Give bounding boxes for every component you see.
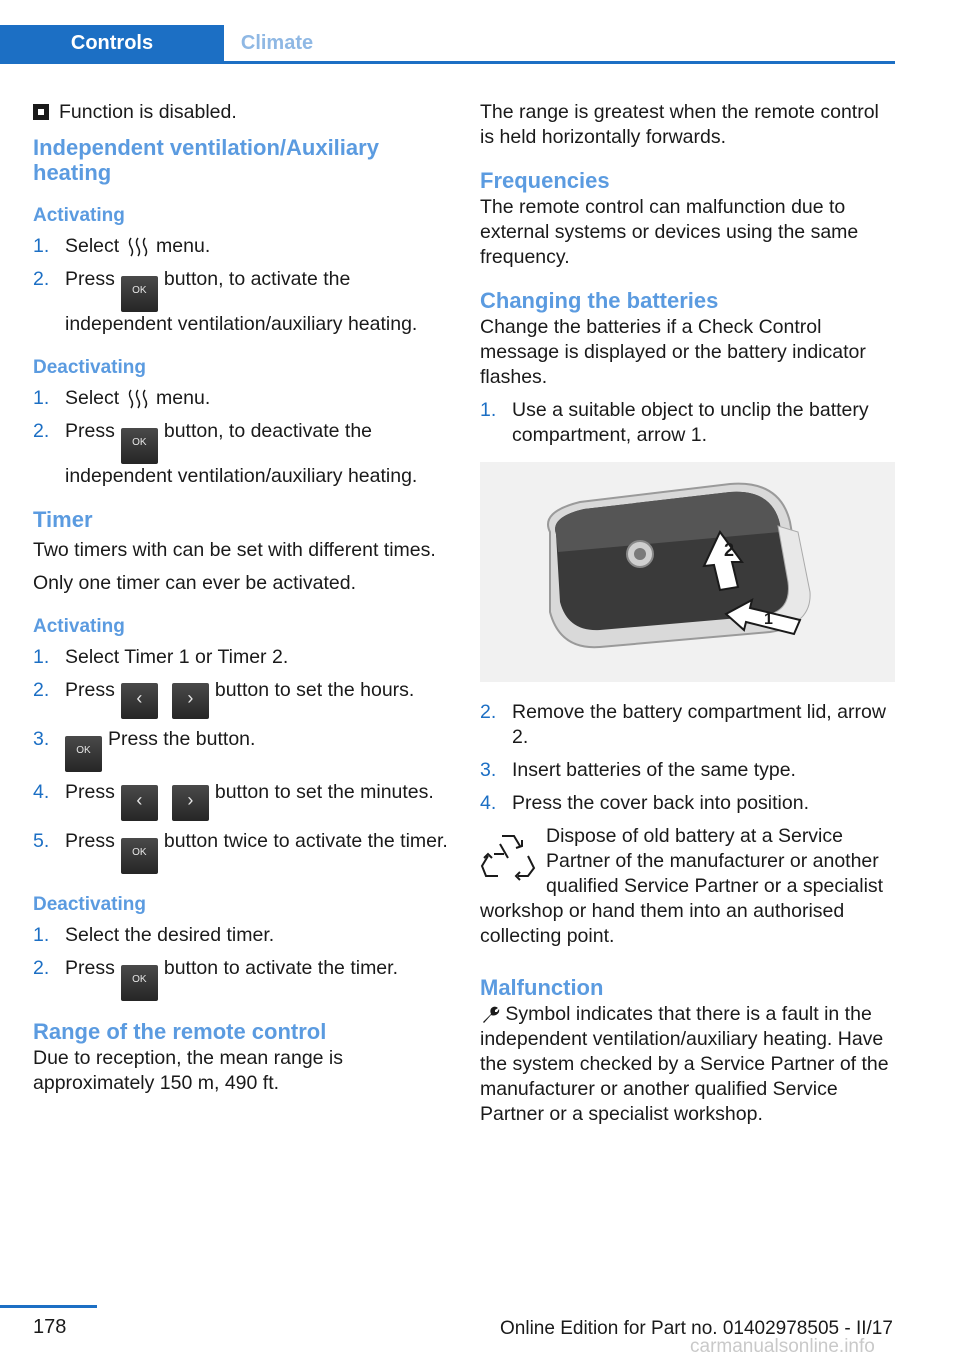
remote-key-illustration [480, 462, 895, 682]
ok-button-icon: OK [65, 736, 102, 772]
disabled-line: Function is disabled. [33, 100, 448, 125]
chevron-right-icon: › [172, 785, 209, 821]
list-item: 2. Press ‹ › button to set the hours. [33, 678, 448, 719]
timer-paragraph-1: Two timers with can be set with different times. [33, 539, 436, 561]
timer-deactivating-steps [33, 923, 448, 1001]
heading-changing-batteries: Changing the batteries [480, 288, 719, 313]
heading-timer: Timer [33, 507, 93, 532]
heading-deactivating: Deactivating [33, 357, 146, 378]
malfunction-paragraph: Symbol indicates that there is a fault in the independent ventilation/auxiliary heating. Have the system checked by a Service Partner of the manufacturer or another qualified Service Partner or a specialist workshop. [480, 1003, 889, 1125]
ok-button-icon: OK [121, 838, 158, 874]
list-item: 1. Select Timer 1 or Timer 2. [33, 646, 289, 668]
edition-line: Online Edition for Part no. 01402978505 - II/17 [500, 1318, 893, 1339]
list-item: 1. Select menu. [33, 387, 211, 409]
right-column [480, 100, 895, 1135]
list-item: 2. PressOKbutton, to activate the independent ventilation/auxiliary heating. [33, 268, 418, 335]
list-item: 3. OKPress the button. [33, 727, 448, 772]
checkbox-disabled-icon [33, 104, 49, 120]
ok-button-icon: OK [121, 428, 158, 464]
chevron-right-icon: › [172, 683, 209, 719]
activating-steps [33, 234, 448, 337]
list-item: 1. Select menu. [33, 235, 211, 257]
ventilation-icon [125, 388, 151, 410]
heading-timer-activating: Activating [33, 616, 125, 637]
chapter-tabs [0, 25, 895, 64]
timer-paragraph-2: Only one timer can ever be activated. [33, 572, 356, 594]
arrow-2-label: 2 [724, 540, 735, 560]
batteries-paragraph: Change the batteries if a Check Control message is displayed or the battery indicator flashes. [480, 316, 866, 388]
note-text: Dispose of old battery at a Service Partner of the manufacturer or another qualified Service Partner or a specialist workshop or hand them into an authorised collecting point. [480, 825, 884, 947]
arrow-1-label: 1 [764, 611, 773, 628]
list-item: 1. Use a suitable object to unclip the battery compartment, arrow 1. [480, 399, 869, 446]
ok-button-icon: OK [121, 276, 158, 312]
range-paragraph: Due to reception, the mean range is approximately 150 m, 490 ft. [33, 1047, 344, 1094]
chevron-left-icon: ‹ [121, 683, 158, 719]
key-figure [480, 462, 895, 682]
list-item: 1. Select the desired timer. [33, 924, 275, 946]
frequencies-paragraph: The remote control can malfunction due to external systems or devices using the same frequency. [480, 196, 859, 268]
ventilation-icon [125, 236, 151, 258]
list-item: 3. Insert batteries of the same type. [480, 759, 796, 781]
footer-rule [0, 1305, 97, 1308]
heading-activating: Activating [33, 205, 125, 226]
heading-timer-deactivating: Deactivating [33, 894, 146, 915]
page-number: 178 [33, 1316, 67, 1338]
list-item: 4. Press ‹ › button to set the minutes. [33, 780, 448, 821]
left-column [33, 100, 448, 1104]
heading-malfunction: Malfunction [480, 975, 604, 1000]
battery-steps-b [480, 700, 895, 816]
recycle-icon [480, 828, 536, 884]
battery-steps-a [480, 398, 895, 448]
deactivating-steps [33, 386, 448, 489]
list-item: 2. PressOKbutton to activate the timer. [33, 956, 448, 1001]
ok-button-icon: OK [121, 965, 158, 1001]
list-item: 4. Press the cover back into position. [480, 792, 809, 814]
tab-climate[interactable]: Climate [224, 25, 330, 61]
list-item: 2. Remove the battery compartment lid, arrow 2. [480, 701, 886, 748]
watermark: carmanualsonline.info [690, 1336, 875, 1357]
timer-activating-steps [33, 645, 448, 874]
recycling-note [480, 824, 895, 949]
heading-frequencies: Frequencies [480, 168, 610, 193]
heading-range-remote: Range of the remote control [33, 1019, 327, 1044]
heading-independent-ventilation: Independent ventilation/Auxiliary heating [33, 135, 379, 185]
list-item: 5. PressOKbutton twice to activate the timer. [33, 829, 448, 874]
chevron-left-icon: ‹ [121, 785, 158, 821]
wrench-icon [480, 1005, 500, 1025]
list-item: 2. PressOKbutton, to deactivate the independent ventilation/auxiliary heating. [33, 420, 418, 487]
range-paragraph-2: The range is greatest when the remote control is held horizontally forwards. [480, 101, 879, 148]
tab-controls[interactable]: Controls [0, 25, 224, 61]
